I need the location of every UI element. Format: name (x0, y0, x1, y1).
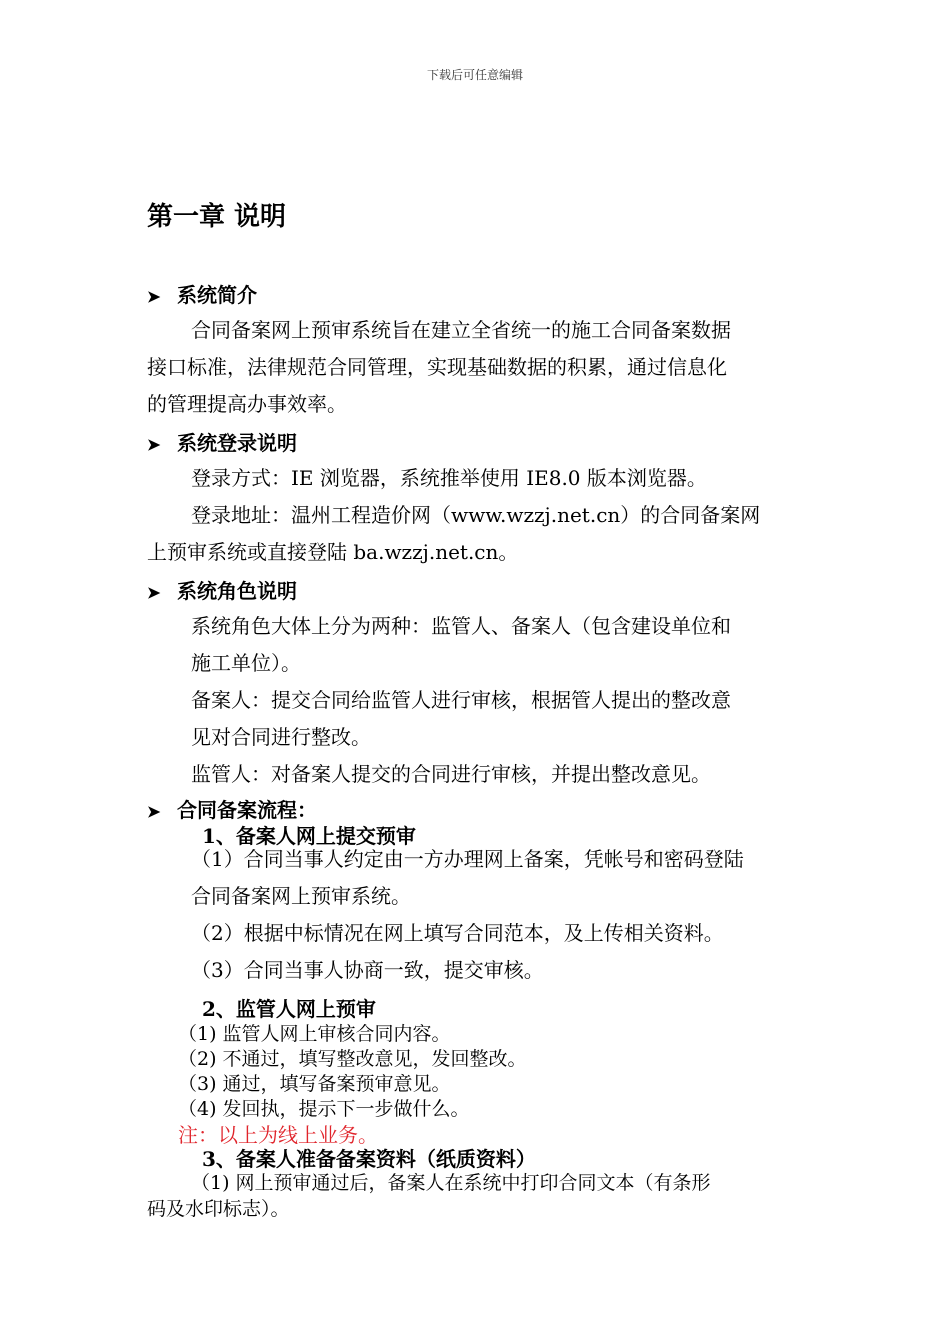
bullet-arrow-icon: ➤ (147, 435, 161, 454)
flow-step3-line-2: 码及水印标志）。 (147, 1198, 290, 1220)
roles-line-3: 备案人：提交合同给监管人进行审核，根据管人提出的整改意 (191, 688, 731, 712)
flow-step1-line-4: （3）合同当事人协商一致，提交审核。 (191, 958, 544, 982)
flow-step3-line-1: （1) 网上预审通过后，备案人在系统中打印合同文本（有条形 (191, 1172, 711, 1194)
login-address-line-2: 上预审系统或直接登陆 ba.wzzj.net.cn。 (147, 540, 519, 564)
online-note: 注：以上为线上业务。 (178, 1123, 378, 1147)
section-flow-heading (147, 794, 317, 823)
flow-step1-line-2: 合同备案网上预审系统。 (191, 884, 411, 908)
intro-line-3: 的管理提高办事效率。 (147, 392, 347, 416)
login-address-line-1: 登录地址：温州工程造价网（www.wzzj.net.cn）的合同备案网 (191, 503, 761, 527)
chapter-title: 第一章 说明 (147, 202, 287, 232)
section-login-heading (147, 427, 297, 456)
flow-step2-item-2: （2) 不通过，填写整改意见，发回整改。 (178, 1048, 527, 1070)
flow-step2-item-1: （1) 监管人网上审核合同内容。 (178, 1023, 451, 1045)
section-title: 系统简介 (177, 283, 257, 307)
page-header: 下载后可任意编辑 (426, 68, 523, 82)
flow-step1-title: 1、备案人网上提交预审 (202, 824, 416, 848)
flow-step2-item-3: （3) 通过，填写备案预审意见。 (178, 1073, 451, 1095)
section-roles-heading (147, 575, 297, 604)
roles-line-5: 监管人：对备案人提交的合同进行审核，并提出整改意见。 (191, 762, 711, 786)
intro-line-2: 接口标准，法律规范合同管理，实现基础数据的积累，通过信息化 (147, 355, 727, 379)
section-title: 系统登录说明 (177, 431, 297, 455)
flow-step2-item-4: （4) 发回执，提示下一步做什么。 (178, 1098, 470, 1120)
roles-line-4: 见对合同进行整改。 (191, 725, 371, 749)
flow-step3-title: 3、备案人准备备案资料（纸质资料） (202, 1147, 536, 1171)
roles-line-2: 施工单位）。 (191, 651, 301, 675)
section-title: 系统角色说明 (177, 579, 297, 603)
login-method: 登录方式：IE 浏览器，系统推举使用 IE8.0 版本浏览器。 (191, 466, 707, 490)
intro-line-1: 合同备案网上预审系统旨在建立全省统一的施工合同备案数据 (191, 318, 731, 342)
section-intro-heading (147, 279, 257, 308)
bullet-arrow-icon: ➤ (147, 287, 161, 306)
roles-line-1: 系统角色大体上分为两种：监管人、备案人（包含建设单位和 (191, 614, 731, 638)
flow-step2-title: 2、监管人网上预审 (202, 997, 376, 1021)
bullet-arrow-icon: ➤ (147, 802, 161, 821)
flow-step1-line-1: （1）合同当事人约定由一方办理网上备案，凭帐号和密码登陆 (191, 847, 744, 871)
flow-step1-line-3: （2）根据中标情况在网上填写合同范本，及上传相关资料。 (191, 921, 724, 945)
section-title: 合同备案流程： (177, 798, 317, 822)
bullet-arrow-icon: ➤ (147, 583, 161, 602)
